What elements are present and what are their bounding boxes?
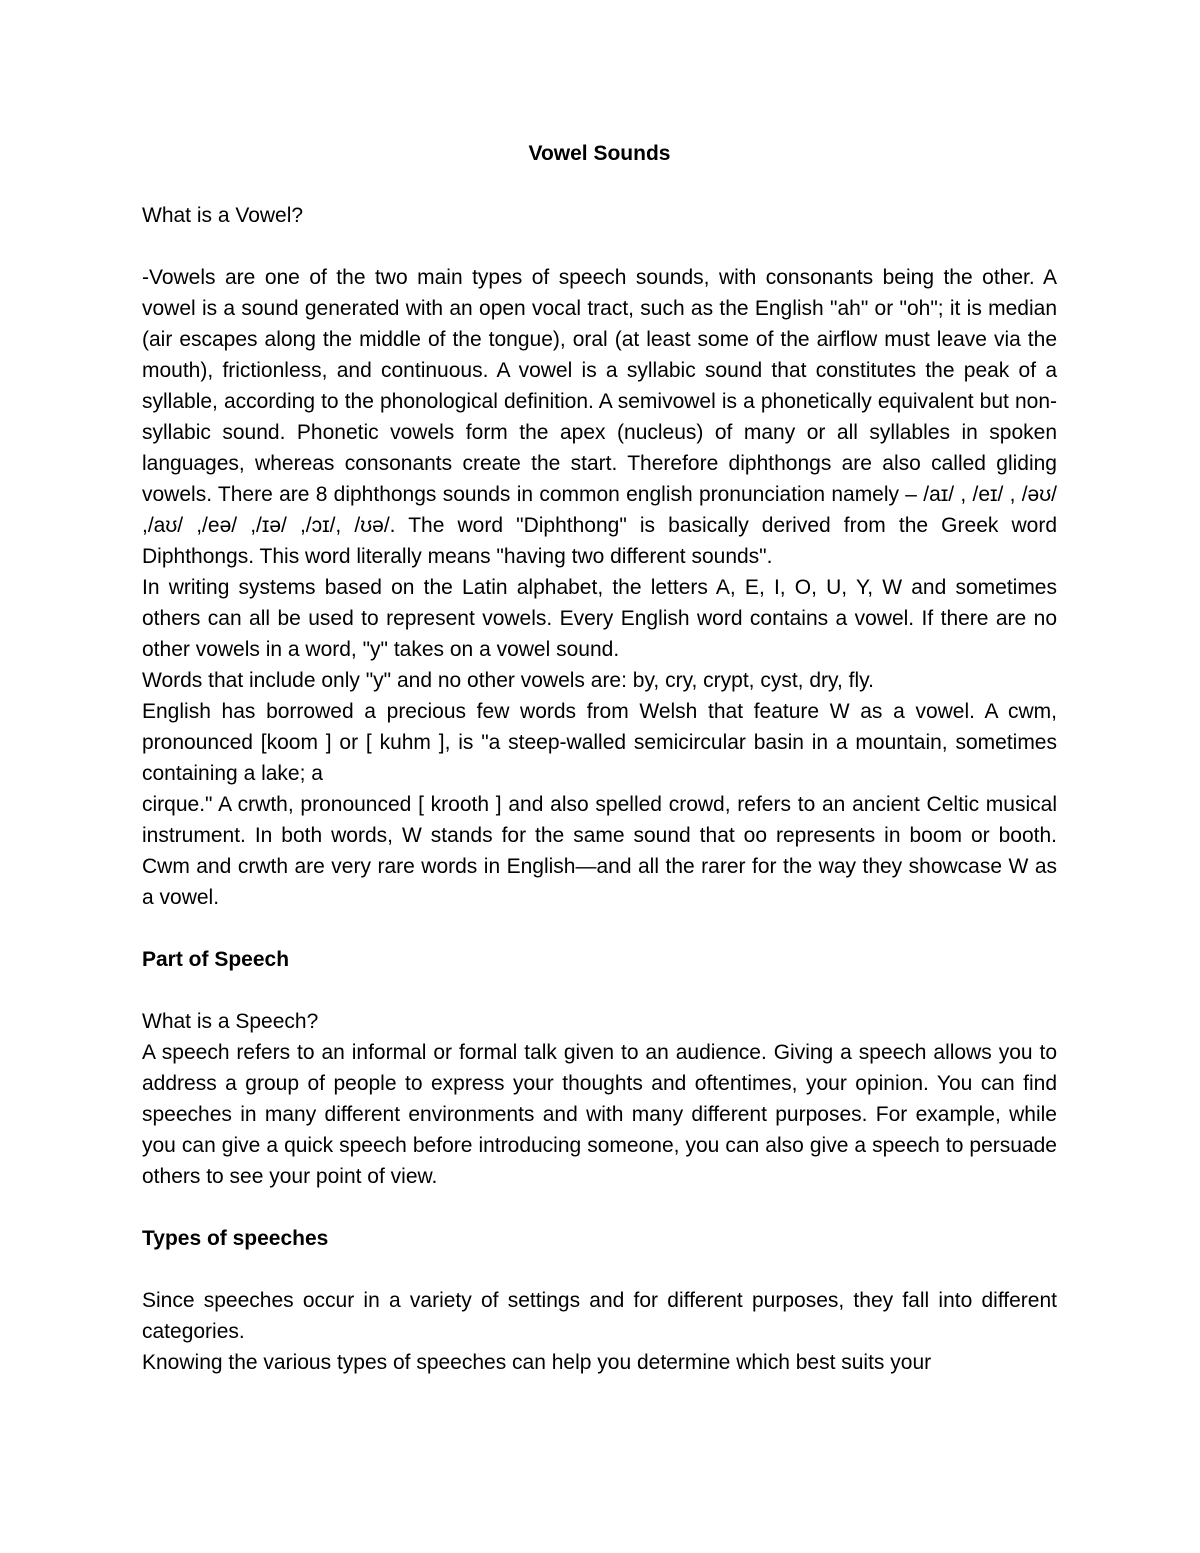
spacer — [142, 169, 1057, 200]
vowel-question: What is a Vowel? — [142, 204, 304, 227]
latin-alphabet-paragraph: In writing systems based on the Latin alphabet, the letters A, E, I, O, U, Y, W and sometimes others can all be used to represent vowels. Every English word contains a vowel. If there are no other vowels in a word, "y" takes on a vowel sound. — [142, 576, 1057, 661]
y-words-paragraph: Words that include only "y" and no other vowels are: by, cry, crypt, cyst, dry, fly. — [142, 669, 874, 692]
spacer — [142, 975, 1057, 1006]
spacer — [142, 1254, 1057, 1285]
crwth-paragraph: cirque." A crwth, pronounced [ krooth ] and also spelled crowd, refers to an ancient Celtic musical instrument. In both words, W stands for the same sound that oo represents in boom or booth. Cwm and crwth are very rare words in English—and all the rarer for the way they showcase W as a vowel. — [142, 793, 1057, 909]
spacer — [142, 1192, 1057, 1223]
spacer — [142, 231, 1057, 262]
document-page — [142, 138, 1057, 1378]
speech-types-paragraph: Knowing the various types of speeches can help you determine which best suits your — [142, 1351, 932, 1374]
document-title: Vowel Sounds — [528, 142, 671, 165]
speech-question: What is a Speech? — [142, 1010, 319, 1033]
welsh-words-paragraph: English has borrowed a precious few words from Welsh that feature W as a vowel. A cwm, pronounced [koom ] or [ kuhm ], is "a steep-walled semicircular basin in a mountain, sometimes containing a lake; a — [142, 700, 1057, 785]
speech-definition-paragraph: A speech refers to an informal or formal talk given to an audience. Giving a speech allows you to address a group of people to express your thoughts and oftentimes, your opinion. You can find speeches in many different environments and with many different purposes. For example, while you can give a quick speech before introducing someone, you can also give a speech to persuade others to see your point of view. — [142, 1041, 1057, 1188]
part-of-speech-heading: Part of Speech — [142, 948, 290, 971]
vowel-definition-paragraph: -Vowels are one of the two main types of speech sounds, with consonants being the other. A vowel is a sound generated with an open vocal tract, such as the English "ah" or "oh"; it is median (air escapes along the middle of the tongue), oral (at least some of the airflow must leave via the mouth), frictionless, and continuous. A vowel is a syllabic sound that constitutes the peak of a syllable, according to the phonological definition. A semivowel is a phonetically equivalent but non-syllabic sound. Phonetic vowels form the apex (nucleus) of many or all syllables in spoken languages, whereas consonants create the start. Therefore diphthongs are also called gliding vowels. There are 8 diphthongs sounds in common english pronunciation namely – /aɪ/ , /eɪ/ , /əʊ/ ,/aʊ/ ,/eə/ ,/ɪə/ ,/ɔɪ/, /ʊə/. The word "Diphthong" is basically derived from the Greek word Diphthongs. This word literally means "having two different sounds". — [142, 266, 1057, 568]
speech-categories-paragraph: Since speeches occur in a variety of settings and for different purposes, they fall into different categories. — [142, 1289, 1057, 1343]
spacer — [142, 913, 1057, 944]
types-of-speeches-heading: Types of speeches — [142, 1227, 329, 1250]
